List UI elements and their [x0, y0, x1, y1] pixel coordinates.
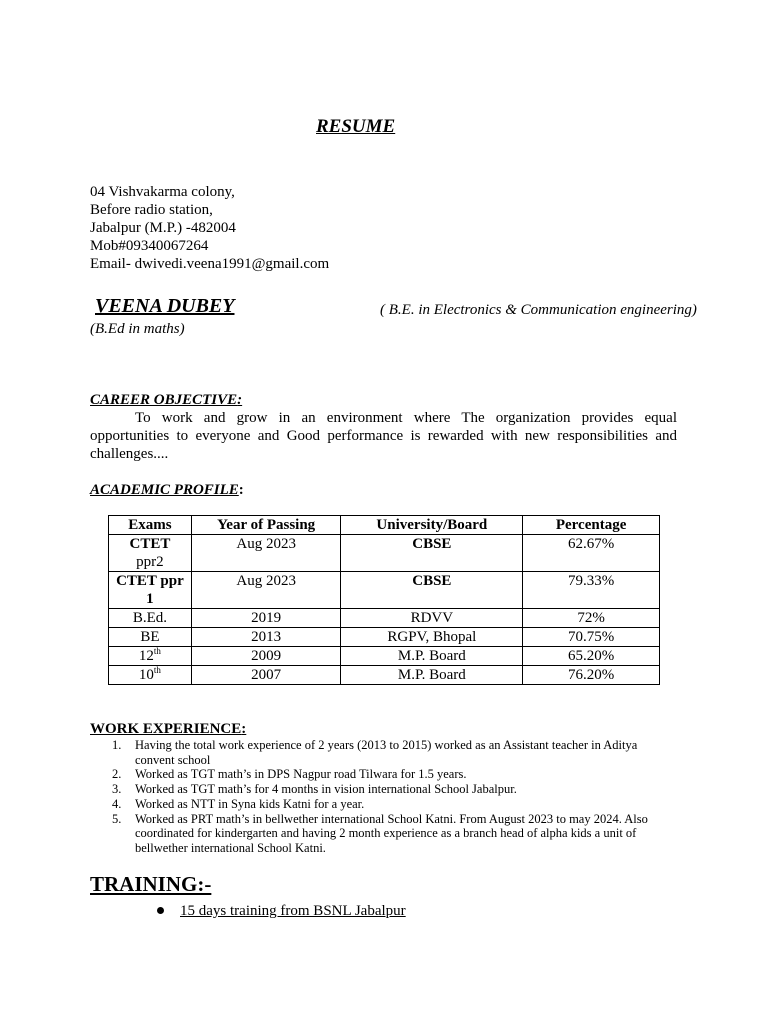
address-line: Before radio station, [90, 202, 213, 218]
year-cell: 2007 [191, 666, 341, 685]
work-experience-list [90, 738, 670, 856]
exam-name-cont: ppr2 [136, 554, 164, 570]
document-title: RESUME [316, 116, 396, 137]
list-text: Worked as NTT in Syna kids Katni for a year. [135, 796, 365, 811]
board-cell: CBSE [341, 572, 523, 609]
board-cell: RGPV, Bhopal [341, 628, 523, 647]
career-objective-title: CAREER OBJECTIVE [90, 392, 238, 408]
percent-cell: 62.67% [523, 535, 660, 572]
list-number: 5. [112, 811, 122, 826]
list-text: Worked as PRT math’s in bellwether international School Katni. From August 2023 to may 2024. Also coordinated for kindergarten and having 2 month experience as a branch head of alpha kids a unit of bellwether international School Katni. [135, 811, 648, 855]
contact-address [90, 183, 329, 273]
board-cell: M.P. Board [341, 666, 523, 685]
exam-name: 12 [138, 648, 154, 664]
list-text: Having the total work experience of 2 years (2013 to 2015) worked as an Assistant teacher in Aditya convent school [135, 738, 638, 767]
exam-cell [109, 647, 192, 666]
list-text: Worked as TGT math’s in DPS Nagpur road Tilwara for 1.5 years. [135, 767, 467, 782]
table-row [109, 666, 660, 685]
year-cell: 2009 [191, 647, 341, 666]
academic-table [108, 515, 660, 685]
table-row [109, 535, 660, 572]
year-cell: 2019 [191, 609, 341, 628]
year-cell: 2013 [191, 628, 341, 647]
address-line: Jabalpur (M.P.) -482004 [90, 220, 236, 236]
bullet-icon [157, 907, 164, 914]
column-header-exams: Exams [109, 516, 192, 535]
list-item [90, 782, 670, 797]
table-row [109, 628, 660, 647]
list-number: 1. [112, 738, 122, 752]
exam-cell [109, 572, 192, 609]
address-line: 04 Vishvakarma colony, [90, 184, 235, 200]
work-experience-colon: : [241, 721, 247, 737]
work-experience-heading [90, 720, 246, 738]
percent-cell: 72% [523, 609, 660, 628]
exam-name: CTET ppr [116, 573, 184, 589]
board-cell: CBSE [341, 535, 523, 572]
list-number: 3. [112, 782, 122, 797]
degree-primary: ( B.E. in Electronics & Communication engineering) [380, 302, 697, 318]
percent-cell: 76.20% [523, 666, 660, 685]
exam-name: CTET [129, 536, 171, 552]
percent-cell: 70.75% [523, 628, 660, 647]
phone-number: Mob#09340067264 [90, 238, 209, 254]
email-address: Email- dwivedi.veena1991@gmail.com [90, 256, 330, 272]
career-objective-heading [90, 391, 242, 409]
exam-cell: BE [109, 628, 192, 647]
board-cell: RDVV [341, 609, 523, 628]
exam-cell: B.Ed. [109, 609, 192, 628]
degree-secondary: (B.Ed in maths) [90, 321, 185, 337]
ordinal-suffix: th [153, 665, 161, 675]
career-objective-text: To work and grow in an environment where The organization provides equal opportunities to everyone and Good performance is rewarded with new responsibilities and challenges.... [90, 410, 677, 462]
work-experience-title: WORK EXPERIENCE [90, 721, 242, 737]
list-item [90, 767, 670, 782]
list-number: 4. [112, 796, 122, 811]
career-objective-colon: : [237, 392, 243, 408]
table-row [109, 647, 660, 666]
table-row [109, 572, 660, 609]
exam-cell [109, 535, 192, 572]
board-cell: M.P. Board [341, 647, 523, 666]
table-header-row [109, 516, 660, 535]
exam-name: 10 [138, 667, 154, 683]
academic-profile-title: ACADEMIC PROFILE [90, 482, 239, 498]
year-cell: Aug 2023 [191, 572, 341, 609]
column-header-board: University/Board [341, 516, 523, 535]
training-heading: TRAINING:- [90, 872, 212, 896]
table-row [109, 609, 660, 628]
candidate-name: VEENA DUBEY [95, 295, 235, 317]
exam-name-cont: 1 [146, 591, 154, 607]
list-item [90, 797, 670, 812]
year-cell: Aug 2023 [191, 535, 341, 572]
list-text: Worked as TGT math’s for 4 months in vision international School Jabalpur. [135, 782, 517, 797]
list-number: 2. [112, 767, 122, 782]
academic-profile-heading [90, 481, 244, 499]
training-item: 15 days training from BSNL Jabalpur [180, 903, 406, 919]
exam-cell [109, 666, 192, 685]
list-item [90, 812, 670, 856]
percent-cell: 79.33% [523, 572, 660, 609]
academic-profile-colon: : [238, 482, 244, 498]
percent-cell: 65.20% [523, 647, 660, 666]
column-header-percentage: Percentage [523, 516, 660, 535]
column-header-year: Year of Passing [191, 516, 341, 535]
ordinal-suffix: th [153, 646, 161, 656]
list-item [90, 738, 670, 767]
